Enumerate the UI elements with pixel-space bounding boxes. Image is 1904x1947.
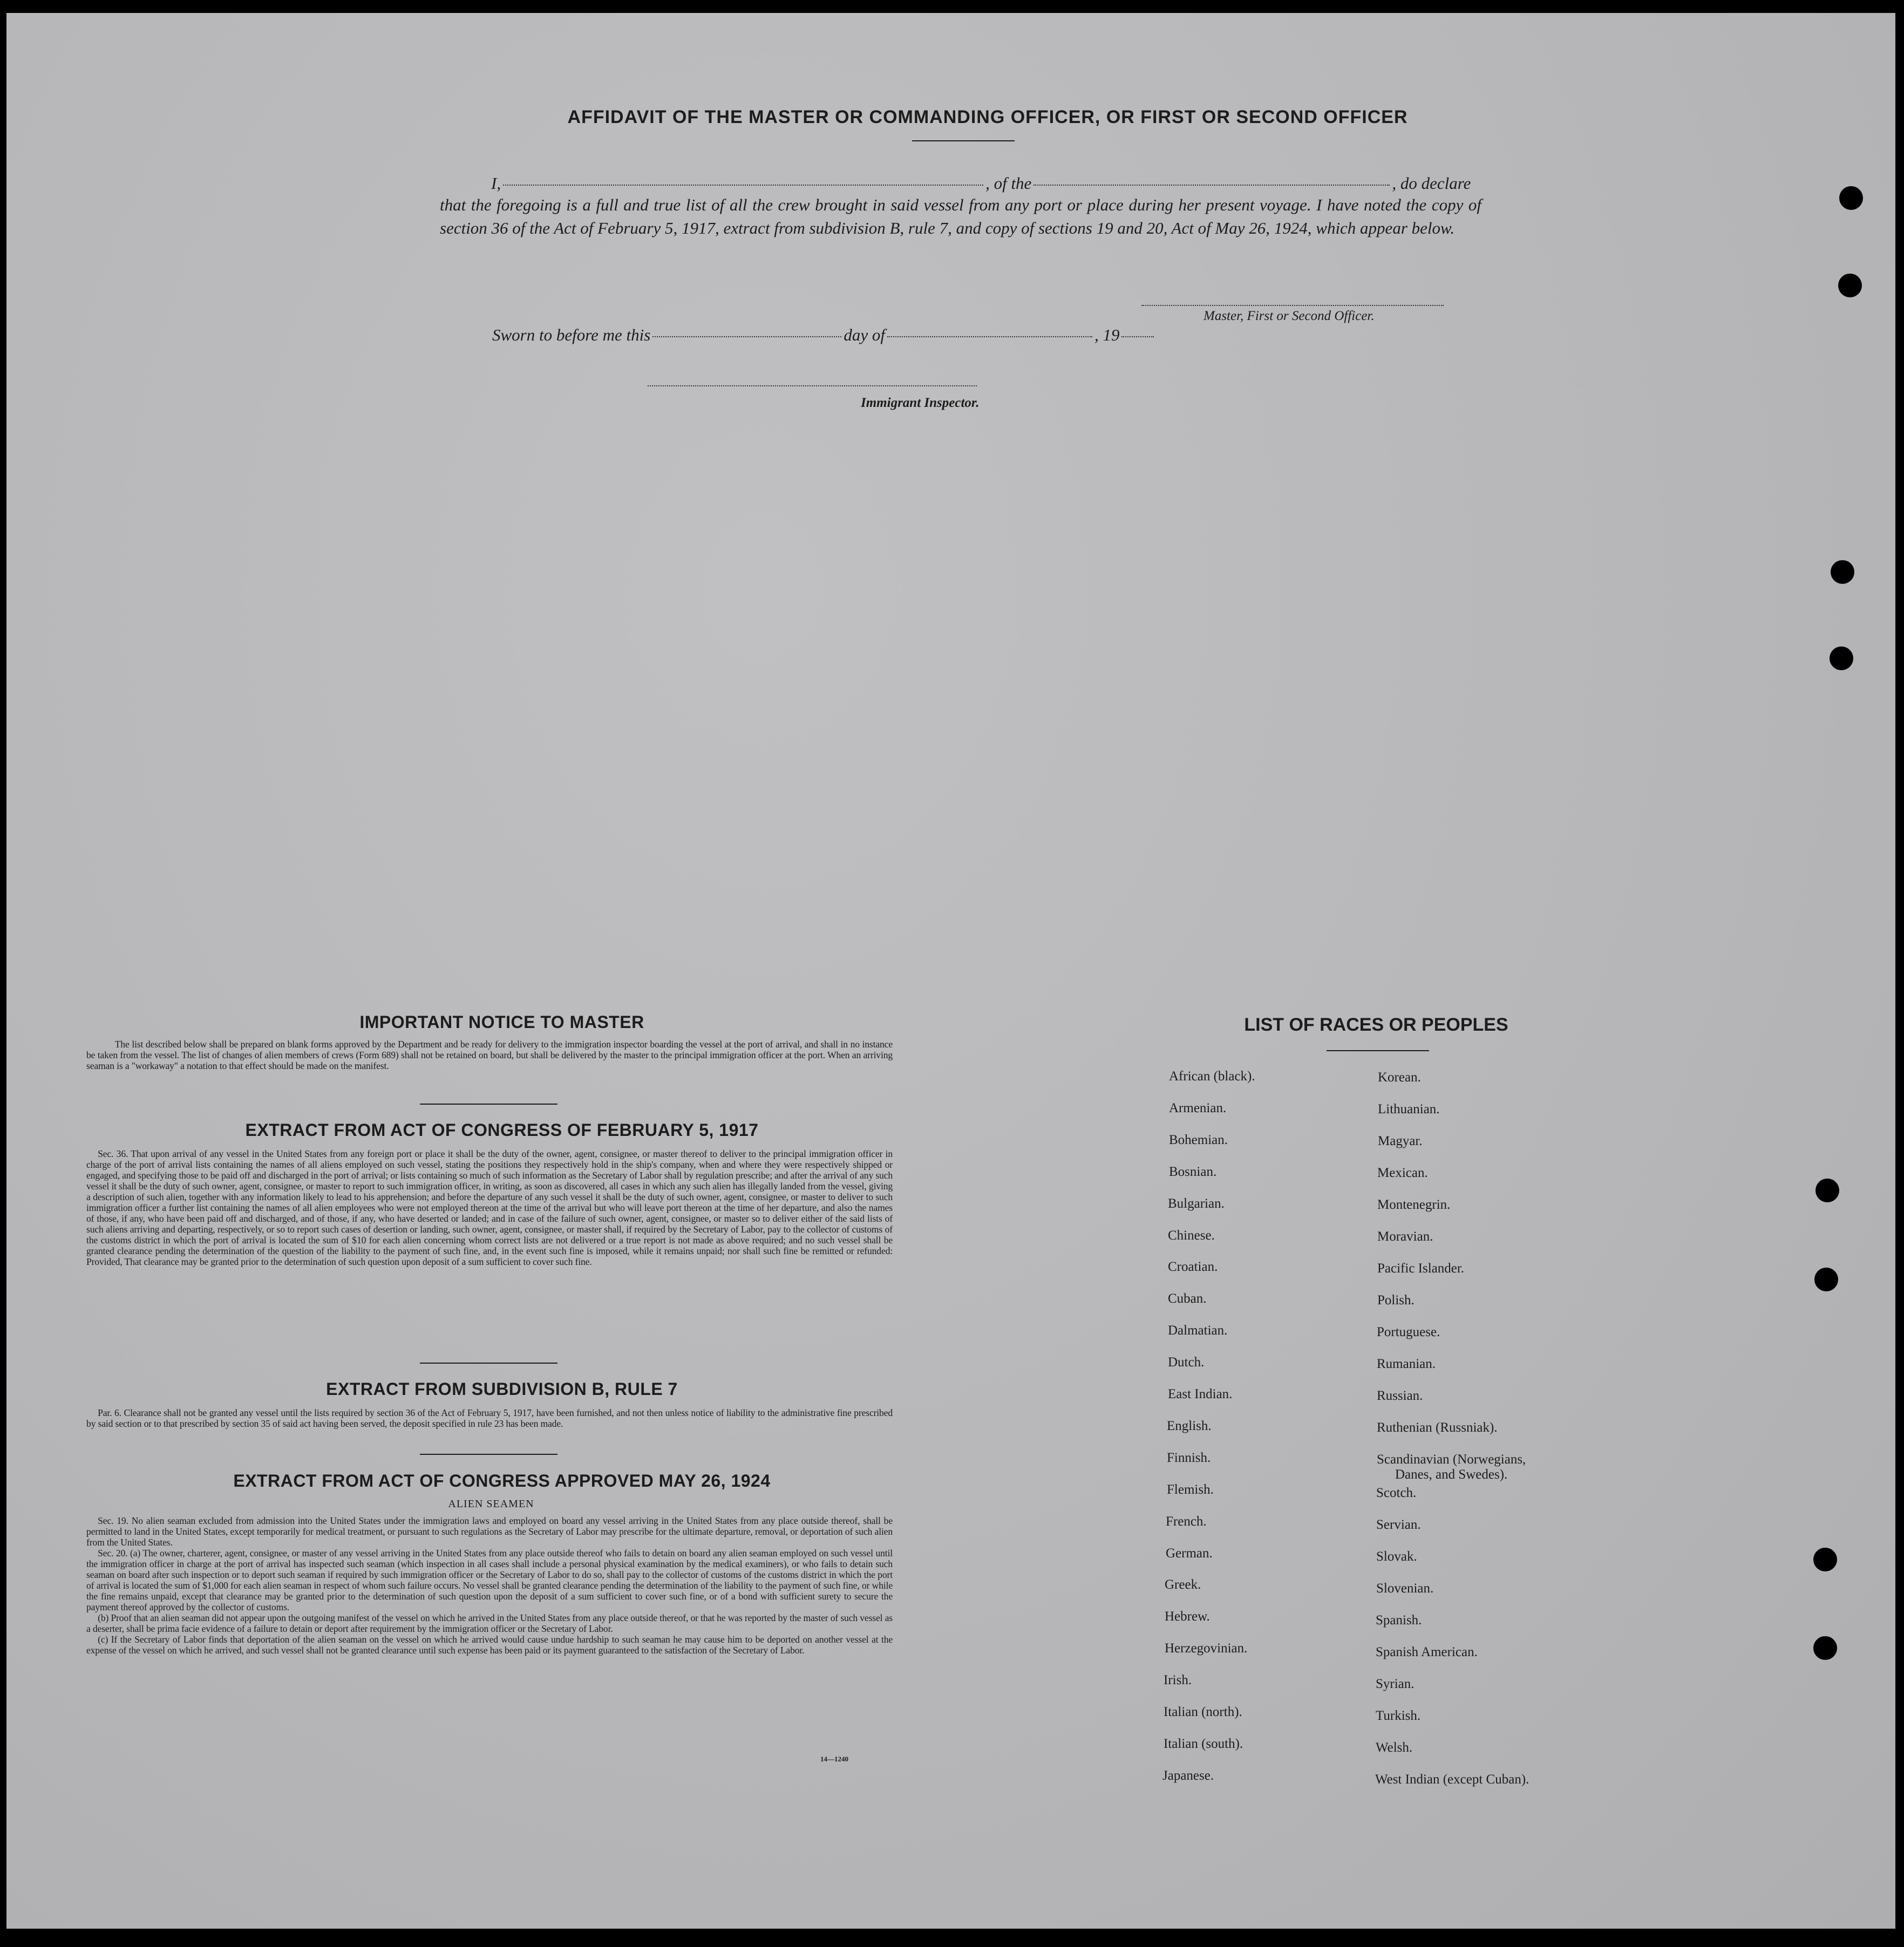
extract-rule7-title: EXTRACT FROM SUBDIVISION B, RULE 7 — [326, 1379, 678, 1399]
race-item: French. — [1166, 1514, 1207, 1529]
section-divider — [420, 1363, 557, 1364]
declaration-line — [491, 174, 1471, 193]
race-item: Russian. — [1377, 1388, 1423, 1403]
alien-seamen-subtitle: ALIEN SEAMEN — [448, 1498, 534, 1510]
binder-hole — [1814, 1268, 1838, 1291]
master-signature-line[interactable] — [1141, 305, 1444, 306]
race-item: African (black). — [1169, 1069, 1255, 1084]
race-item: Japanese. — [1162, 1768, 1214, 1783]
sworn-prefix: Sworn to before me this — [492, 325, 651, 344]
race-item: Dutch. — [1168, 1355, 1205, 1370]
race-item: Slovak. — [1376, 1549, 1417, 1564]
race-item: Polish. — [1377, 1293, 1415, 1308]
binder-hole — [1815, 1179, 1839, 1202]
binder-hole — [1813, 1548, 1837, 1571]
declare-text: , do declare — [1392, 174, 1471, 193]
extract-1917-text — [86, 1148, 893, 1267]
race-item: Pacific Islander. — [1377, 1261, 1465, 1276]
sworn-line — [492, 325, 1156, 345]
race-item: Bosnian. — [1169, 1164, 1217, 1179]
declaration-body: that the foregoing is a full and true list of all the crew brought in said vessel from any port or place during her present voyage. I have noted the copy of section 36 of the Act of February 5, 1917, extract from subdivision B, rule 7, and copy of sections 19 and 20, Act of May 26, 1924, which appear below. — [440, 195, 1481, 237]
page-edge — [1895, 0, 1904, 1947]
race-item: East Indian. — [1168, 1387, 1233, 1401]
race-item: Flemish. — [1167, 1482, 1214, 1497]
year-prefix: , 19 — [1094, 325, 1120, 344]
section-20b-paragraph: (b) Proof that an alien seaman did not appear upon the outgoing manifest of the vessel on which he arrived in the United States from any place outside thereof, or that he was reported by the master of such vessel as a deserter, shall be prima facie evidence of a failure to detain or deport after requirement by the immigration officer or the Secretary of Labor. — [86, 1612, 893, 1634]
affidavit-title: AFFIDAVIT OF THE MASTER OR COMMANDING OFFICER, OR FIRST OR SECOND OFFICER — [567, 107, 1408, 127]
race-item: Scandinavian (Norwegians, — [1377, 1452, 1526, 1467]
race-item: Korean. — [1378, 1070, 1421, 1085]
declarant-prefix: I, — [491, 174, 501, 193]
section-19-paragraph: Sec. 19. No alien seaman excluded from admission into the United States under the immigration laws and employed on board any vessel arriving in the United States from any place outside thereof, shall be permitted to land in the United States, except temporarily for medical treatment, or pursuant to such regulations as the Secretary of Labor may prescribe for the ultimate departure, removal, or deportation of such alien from the United States. — [86, 1515, 893, 1548]
race-item: Magyar. — [1378, 1134, 1423, 1148]
race-item: Irish. — [1164, 1673, 1192, 1688]
race-item: Welsh. — [1376, 1740, 1413, 1755]
vessel-field[interactable] — [1033, 185, 1390, 186]
notice-text — [86, 1039, 893, 1071]
race-item: Ruthenian (Russniak). — [1377, 1420, 1498, 1435]
race-item: Finnish. — [1167, 1450, 1211, 1465]
binder-hole — [1813, 1636, 1837, 1660]
race-item: Scotch. — [1376, 1486, 1417, 1500]
form-code: 14—1240 — [820, 1755, 848, 1763]
master-signature-label: Master, First or Second Officer. — [1203, 309, 1375, 323]
race-item: Croatian. — [1168, 1260, 1218, 1275]
race-item: English. — [1167, 1418, 1212, 1433]
race-item: Chinese. — [1168, 1228, 1215, 1243]
title-rule — [912, 140, 1015, 141]
race-item: Montenegrin. — [1377, 1197, 1451, 1212]
race-item: Moravian. — [1377, 1229, 1433, 1244]
binder-hole — [1839, 186, 1863, 210]
race-item: Bulgarian. — [1168, 1196, 1225, 1211]
extract-1917-title: EXTRACT FROM ACT OF CONGRESS OF FEBRUARY 5, 1917 — [245, 1120, 759, 1140]
races-title: LIST OF RACES OR PEOPLES — [1244, 1015, 1508, 1035]
race-item: Cuban. — [1168, 1291, 1207, 1306]
race-item: Italian (north). — [1164, 1705, 1242, 1719]
section-20c-paragraph: (c) If the Secretary of Labor finds that deportation of the alien seaman on the vessel on which he arrived would cause undue hardship to such seaman he may cause him to be deported on another vessel at the expense of the vessel on which he arrived, and such vessel shall not be granted clearance until such expense has been paid or its payment guaranteed to the satisfaction of the Secretary of Labor. — [86, 1634, 893, 1656]
section-divider — [420, 1454, 557, 1455]
race-item: Servian. — [1376, 1517, 1421, 1532]
extract-rule7-text — [86, 1407, 893, 1429]
race-item: Spanish. — [1376, 1613, 1422, 1628]
race-item: Spanish American. — [1376, 1645, 1478, 1659]
race-item: Herzegovinian. — [1165, 1641, 1248, 1656]
race-item: Italian (south). — [1164, 1736, 1243, 1751]
sworn-month-field[interactable] — [887, 336, 1092, 337]
extract-1924-title: EXTRACT FROM ACT OF CONGRESS APPROVED MAY 26, 1924 — [233, 1471, 771, 1490]
section-divider — [420, 1104, 557, 1105]
race-item: German. — [1166, 1546, 1213, 1561]
race-item: Portuguese. — [1377, 1325, 1440, 1339]
sworn-day-field[interactable] — [652, 336, 841, 337]
race-item: Lithuanian. — [1378, 1102, 1440, 1117]
binder-hole — [1831, 560, 1854, 584]
notice-paragraph: The list described below shall be prepared on blank forms approved by the Department and be ready for delivery to the immigration inspector boarding the vessel at the port of arrival, and shall in no instance be taken from the vessel. The list of changes of alien members of crews (Form 689) shall not be retained on board, but shall be delivered by the master to the principal immigration officer at the port. When an arriving seaman is a "workaway" a notation to that effect should be made on the manifest. — [86, 1039, 893, 1071]
paragraph-6: Par. 6. Clearance shall not be granted any vessel until the lists required by section 36 of the Act of February 5, 1917, have been furnished, and not then unless notice of liability to the administrative fine prescribed by said section or to that prescribed by section 35 of said act having been served, the deposit specified in rule 23 has been made. — [86, 1407, 893, 1429]
of-the-text: , of the — [985, 174, 1032, 193]
day-of-text: day of — [844, 325, 885, 344]
section-20a-paragraph: Sec. 20. (a) The owner, charterer, agent, consignee, or master of any vessel arriving in the United States from any place outside thereof who fails to detain on board any alien seaman employed on such vessel until the immigration officer in charge at the port of arrival has inspected such seaman (which inspection in all cases shall include a personal physical examination by the medical examiners), or who fails to detain such seaman on board after such inspection or to deport such seaman if required by such immigration officer or the Secretary of Labor to do so, shall pay to the collector of customs of the customs district in which the port of arrival is located the sum of $1,000 for each alien seaman in respect of whom such failure occurs. No vessel shall be granted clearance pending the determination of the liability to the payment of such fine, or while the fine remains unpaid, except that clearance may be granted prior to the determination of such question upon the deposit of a sum sufficient to cover such fine, or of a bond with sufficient surety to secure the payment thereof approved by the collector of customs. — [86, 1548, 893, 1612]
sworn-year-field[interactable] — [1121, 336, 1154, 337]
race-item: Hebrew. — [1165, 1609, 1210, 1624]
race-item: Mexican. — [1377, 1166, 1428, 1180]
binder-hole — [1838, 274, 1862, 297]
races-title-rule — [1327, 1050, 1429, 1051]
inspector-signature-label: Immigrant Inspector. — [861, 396, 980, 410]
section-36-paragraph: Sec. 36. That upon arrival of any vessel in the United States from any foreign port or place it shall be the duty of the owner, agent, consignee, or master thereof to deliver to the principal immigration officer in charge of the port of arrival lists containing the names of all aliens employed on such vessel, stating the positions they respectively hold in the ship's company, when and where they were respectively shipped or engaged, and specifying those to be paid off and discharged in the port of arrival; or lists containing so much of such information as the Secretary of Labor shall by regulation prescribe; and after the arrival of any such vessel it shall be the duty of such owner, agent, consignee, or master to report to such immigration officer, in writing, as soon as discovered, all cases in which any such alien has illegally landed from the vessel, giving a description of such alien, together with any information likely to lead to his apprehension; and before the departure of any such vessel it shall be the duty of such owner, agent, consignee, or master to deliver to such immigration officer a further list containing the names of all alien employees who were not employed thereon at the time of the arrival but who will leave port thereon at the time of her departure, and also the names of those, if any, who have been paid off and discharged, and of those, if any, who have deserted or landed; and in case of the failure of such owner, agent, consignee, or master so to deliver either of the said lists of such aliens arriving and departing, respectively, or so to report such cases of desertion or landing, such owner, agent, consignee, or master shall, if required by the Secretary of Labor, pay to the collector of customs of the customs district in which the port of arrival is located the sum of $10 for each alien concerning whom correct lists are not delivered or a true report is not made as above required; and no such vessel shall be granted clearance pending the determination of the question of the liability to the payment of such fine, and, in the event such fine is imposed, while it remains unpaid; nor shall such fine be remitted or refunded: Provided, That clearance may be granted prior to the determination of such question upon deposit of a sum sufficient to cover such fine. — [86, 1148, 893, 1267]
binder-hole — [1830, 646, 1853, 670]
race-item: Bohemian. — [1169, 1132, 1228, 1147]
race-item: Syrian. — [1376, 1677, 1415, 1691]
race-item: Greek. — [1165, 1577, 1201, 1592]
race-item: Turkish. — [1376, 1708, 1421, 1723]
name-field[interactable] — [503, 185, 983, 186]
race-item: Danes, and Swedes). — [1395, 1467, 1508, 1482]
inspector-signature-line[interactable] — [648, 385, 977, 386]
race-item: Rumanian. — [1377, 1357, 1436, 1371]
race-item: West Indian (except Cuban). — [1375, 1772, 1529, 1787]
race-item: Armenian. — [1169, 1100, 1227, 1115]
race-item: Slovenian. — [1376, 1581, 1434, 1596]
notice-title: IMPORTANT NOTICE TO MASTER — [359, 1012, 644, 1032]
extract-1924-text — [86, 1515, 893, 1656]
race-item: Dalmatian. — [1168, 1323, 1228, 1338]
